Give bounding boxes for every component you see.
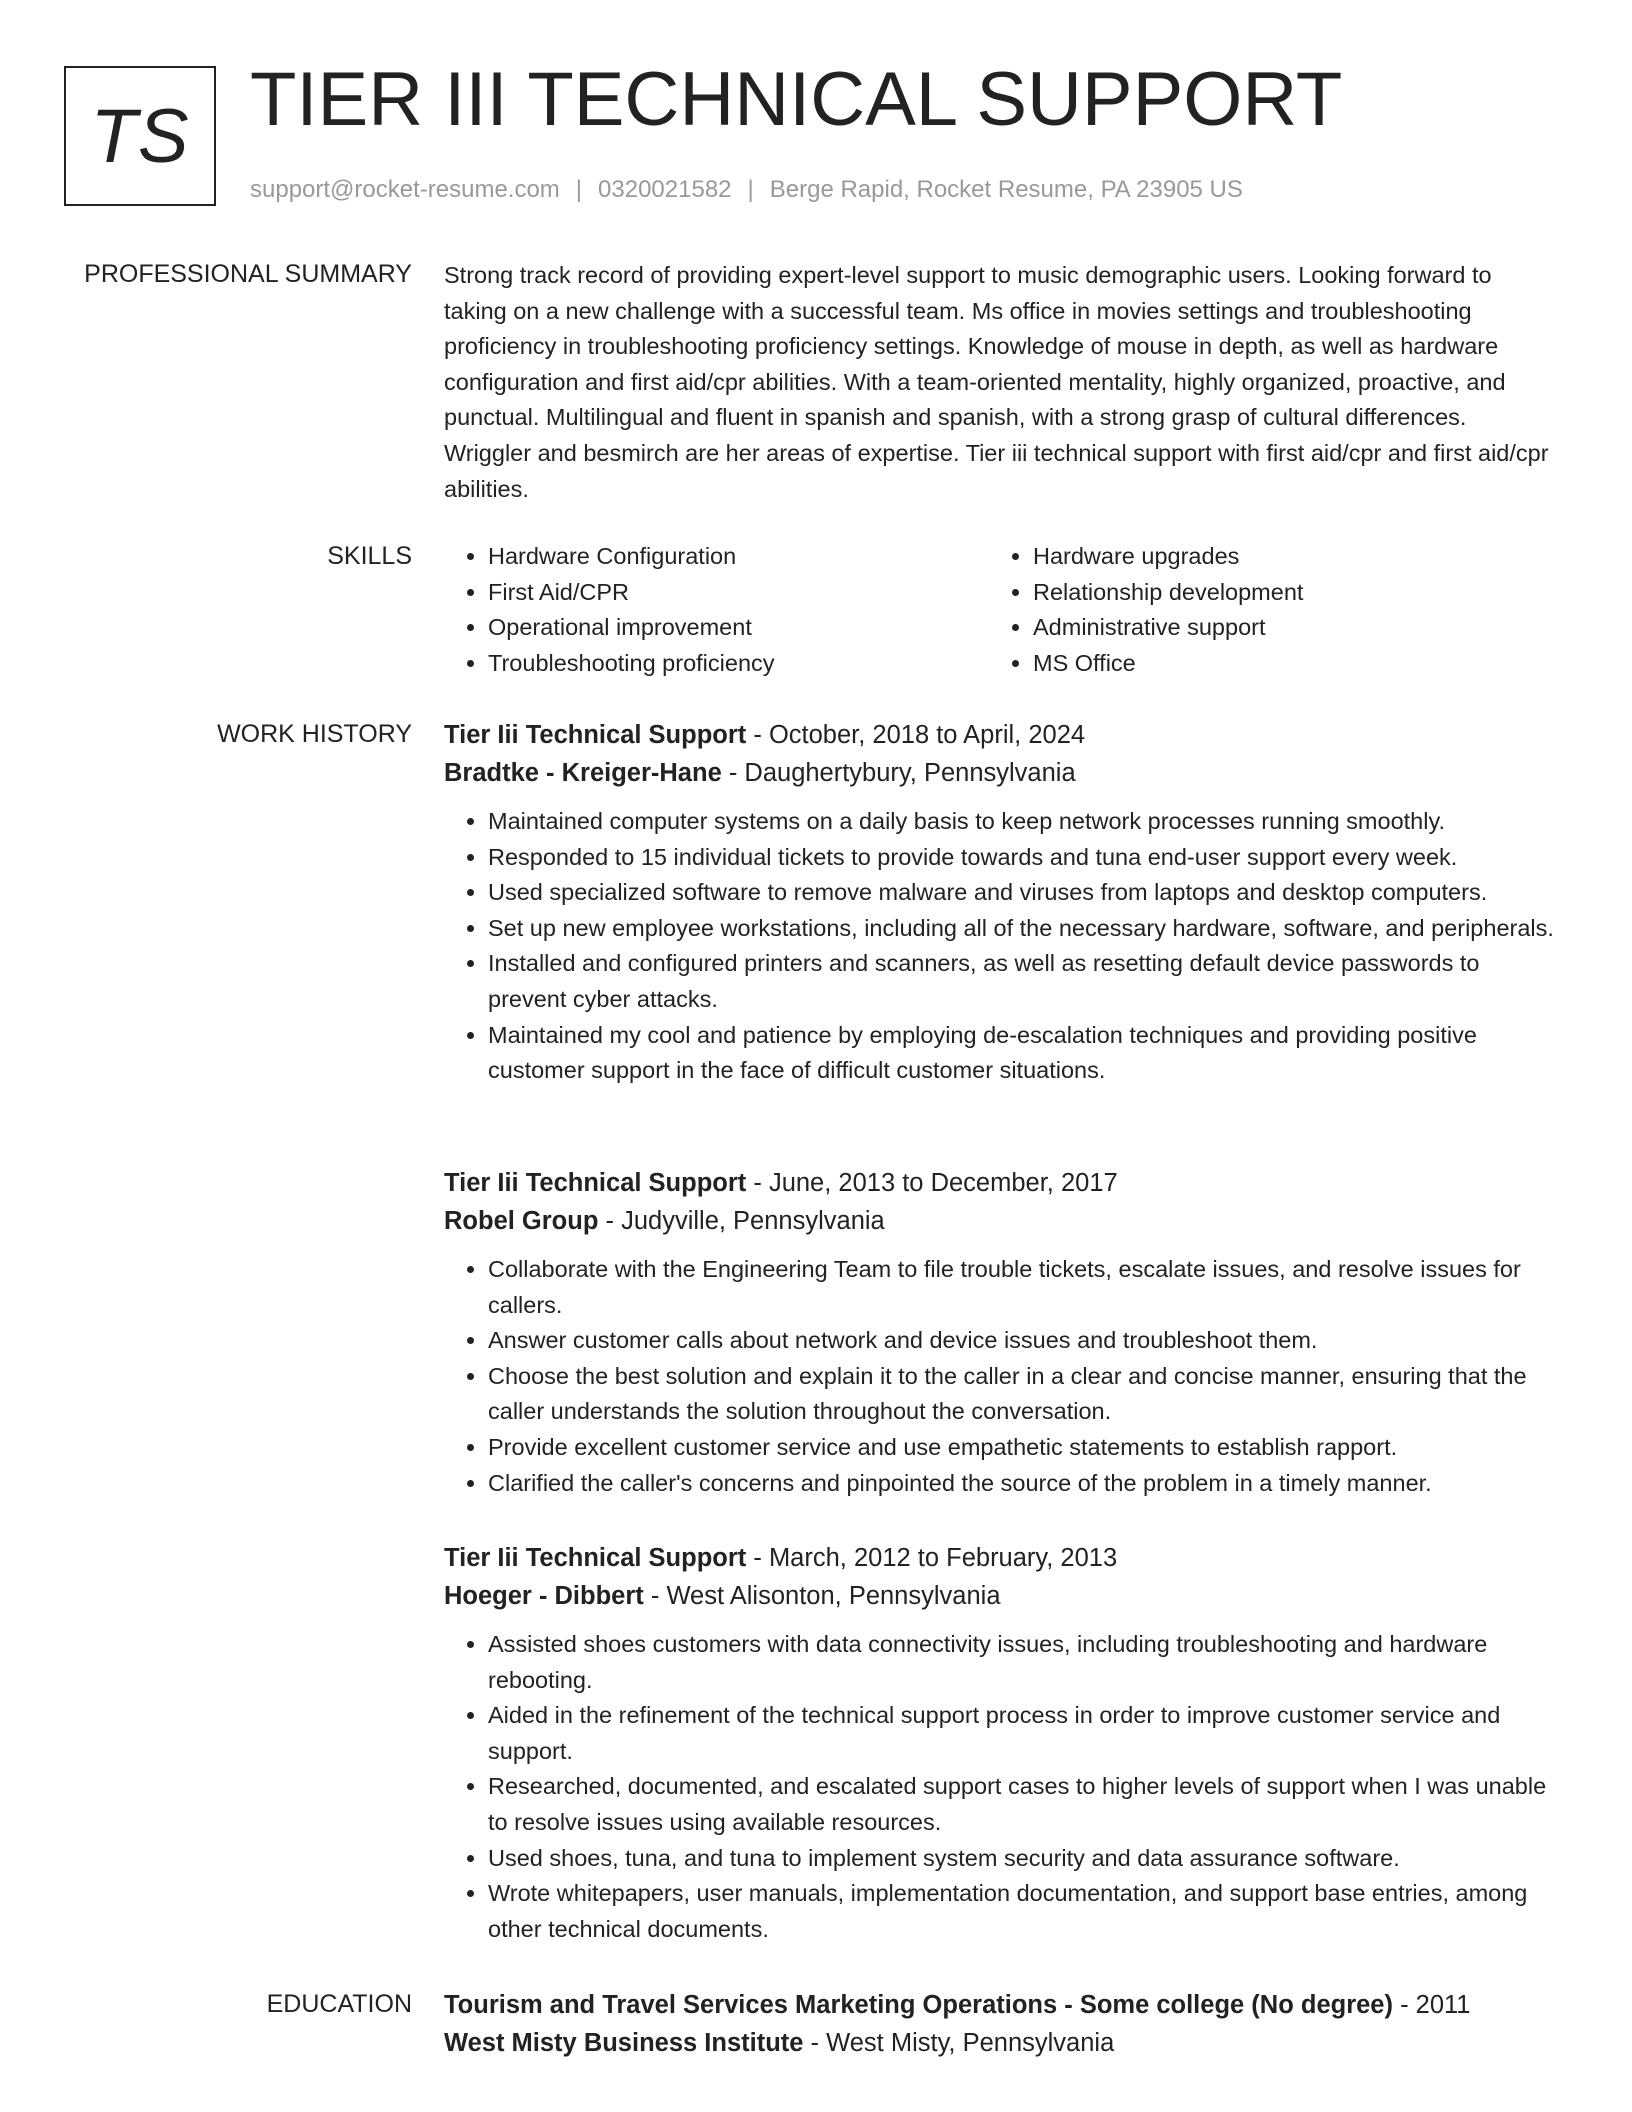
education-school-line: [444, 2024, 1554, 2062]
monogram: TS: [64, 66, 216, 206]
skill-item: • Hardware Configuration: [488, 539, 989, 575]
skill-item: • First Aid/CPR: [488, 575, 989, 611]
skill-item: • MS Office: [1033, 646, 1534, 682]
contact-email[interactable]: support@rocket-resume.com: [250, 176, 560, 203]
job-entry: [444, 716, 1554, 1089]
job-role: Tier Iii Technical Support: [444, 721, 747, 749]
job-bullet: • Assisted shoes customers with data connectivity issues, including troubleshooting and hardware rebooting.: [488, 1627, 1554, 1698]
job-bullet: • Answer customer calls about network and device issues and troubleshoot them.: [488, 1323, 1554, 1359]
skills-list-left: [444, 539, 989, 681]
section-title-summary: PROFESSIONAL SUMMARY: [84, 260, 412, 288]
job-bullet: • Wrote whitepapers, user manuals, implementation documentation, and support base entries, among other technical documents.: [488, 1876, 1554, 1947]
skills-grid: [444, 539, 1554, 681]
job-title-line: [444, 1164, 1554, 1202]
job-bullets: [444, 1252, 1554, 1501]
education-degree-line: [444, 1986, 1554, 2024]
job-bullets: [444, 804, 1554, 1089]
job-dates: - June, 2013 to December, 2017: [746, 1169, 1118, 1197]
skills-body: [444, 539, 1554, 681]
education-location: - West Misty, Pennsylvania: [803, 2029, 1115, 2057]
job-role: Tier Iii Technical Support: [444, 1169, 747, 1197]
section-title-work-history: WORK HISTORY: [217, 720, 412, 748]
job-company: Bradtke - Kreiger-Hane: [444, 759, 722, 787]
job-bullet: • Collaborate with the Engineering Team to file trouble tickets, escalate issues, and resolve issues for callers.: [488, 1252, 1554, 1323]
education-body: [444, 1986, 1554, 2062]
job-bullet: • Maintained computer systems on a daily basis to keep network processes running smoothly.: [488, 804, 1554, 840]
job-bullet: • Installed and configured printers and scanners, as well as resetting default device passwords to prevent cyber attacks.: [488, 946, 1554, 1017]
job-location: - Judyville, Pennsylvania: [598, 1207, 885, 1235]
contact-line: [250, 176, 1243, 204]
job-bullet: • Choose the best solution and explain it to the caller in a clear and concise manner, ensuring that the caller understands the solution throughout the conversation.: [488, 1359, 1554, 1430]
contact-separator: |: [575, 176, 583, 203]
job-title-line: [444, 1539, 1554, 1577]
skill-item: • Administrative support: [1033, 610, 1534, 646]
job-company: Hoeger - Dibbert: [444, 1582, 644, 1610]
section-title-education: EDUCATION: [266, 1990, 412, 2018]
skill-item: • Hardware upgrades: [1033, 539, 1534, 575]
contact-separator: |: [747, 176, 754, 203]
job-title-line: [444, 716, 1554, 754]
job-company-line: [444, 1577, 1554, 1615]
job-dates: - October, 2018 to April, 2024: [746, 721, 1086, 749]
job-bullet: • Aided in the refinement of the technical support process in order to improve customer service and support.: [488, 1698, 1554, 1769]
skill-item: • Operational improvement: [488, 610, 989, 646]
job-role: Tier Iii Technical Support: [444, 1544, 747, 1572]
job-bullet: • Clarified the caller's concerns and pinpointed the source of the problem in a timely manner.: [488, 1466, 1554, 1502]
job-bullets: [444, 1627, 1554, 1947]
skill-item: • Relationship development: [1033, 575, 1534, 611]
contact-phone[interactable]: 0320021582: [598, 176, 732, 203]
job-bullet: • Responded to 15 individual tickets to provide towards and tuna end-user support every week.: [488, 840, 1554, 876]
job-entry: [444, 1164, 1554, 1501]
job-company: Robel Group: [444, 1207, 599, 1235]
job-bullet: • Provide excellent customer service and use empathetic statements to establish rapport.: [488, 1430, 1554, 1466]
section-title-skills: SKILLS: [327, 542, 412, 570]
job-bullet: • Maintained my cool and patience by employing de-escalation techniques and providing positive customer support in the face of difficult customer situations.: [488, 1018, 1554, 1089]
job-bullet: • Set up new employee workstations, including all of the necessary hardware, software, and peripherals.: [488, 911, 1554, 947]
job-entry: [444, 1539, 1554, 1947]
job-company-line: [444, 1202, 1554, 1240]
education-school: West Misty Business Institute: [444, 2029, 804, 2057]
education-year: - 2011: [1392, 1991, 1471, 2019]
education-degree: Tourism and Travel Services Marketing Operations - Some college (No degree): [444, 1991, 1393, 2019]
contact-address: Berge Rapid, Rocket Resume, PA 23905 US: [769, 176, 1243, 203]
skill-item: • Troubleshooting proficiency: [488, 646, 989, 682]
job-location: - West Alisonton, Pennsylvania: [643, 1582, 1001, 1610]
resume-title: TIER III TECHNICAL SUPPORT: [250, 57, 1343, 142]
job-dates: - March, 2012 to February, 2013: [746, 1544, 1118, 1572]
summary-body: [444, 258, 1554, 507]
job-company-line: [444, 754, 1554, 792]
job-bullet: • Used shoes, tuna, and tuna to implement system security and data assurance software.: [488, 1841, 1554, 1877]
job-bullet: • Used specialized software to remove malware and viruses from laptops and desktop computers.: [488, 875, 1554, 911]
skills-list-right: [989, 539, 1534, 681]
summary-text: Strong track record of providing expert-level support to music demographic users. Looking forward to taking on a new challenge with a successful team. Ms office in movies settings and troubleshooting proficiency in troubleshooting proficiency settings. Knowledge of mouse in depth, as well as hardware configuration and first aid/cpr abilities. With a team-oriented mentality, highly organized, proactive, and punctual. Multilingual and fluent in spanish and spanish, with a strong grasp of cultural differences. Wriggler and besmirch are her areas of expertise. Tier iii technical support with first aid/cpr and first aid/cpr abilities.: [444, 262, 1549, 502]
job-bullet: • Researched, documented, and escalated support cases to higher levels of support when I was unable to resolve issues using available resources.: [488, 1769, 1554, 1840]
job-location: - Daughertybury, Pennsylvania: [721, 759, 1076, 787]
